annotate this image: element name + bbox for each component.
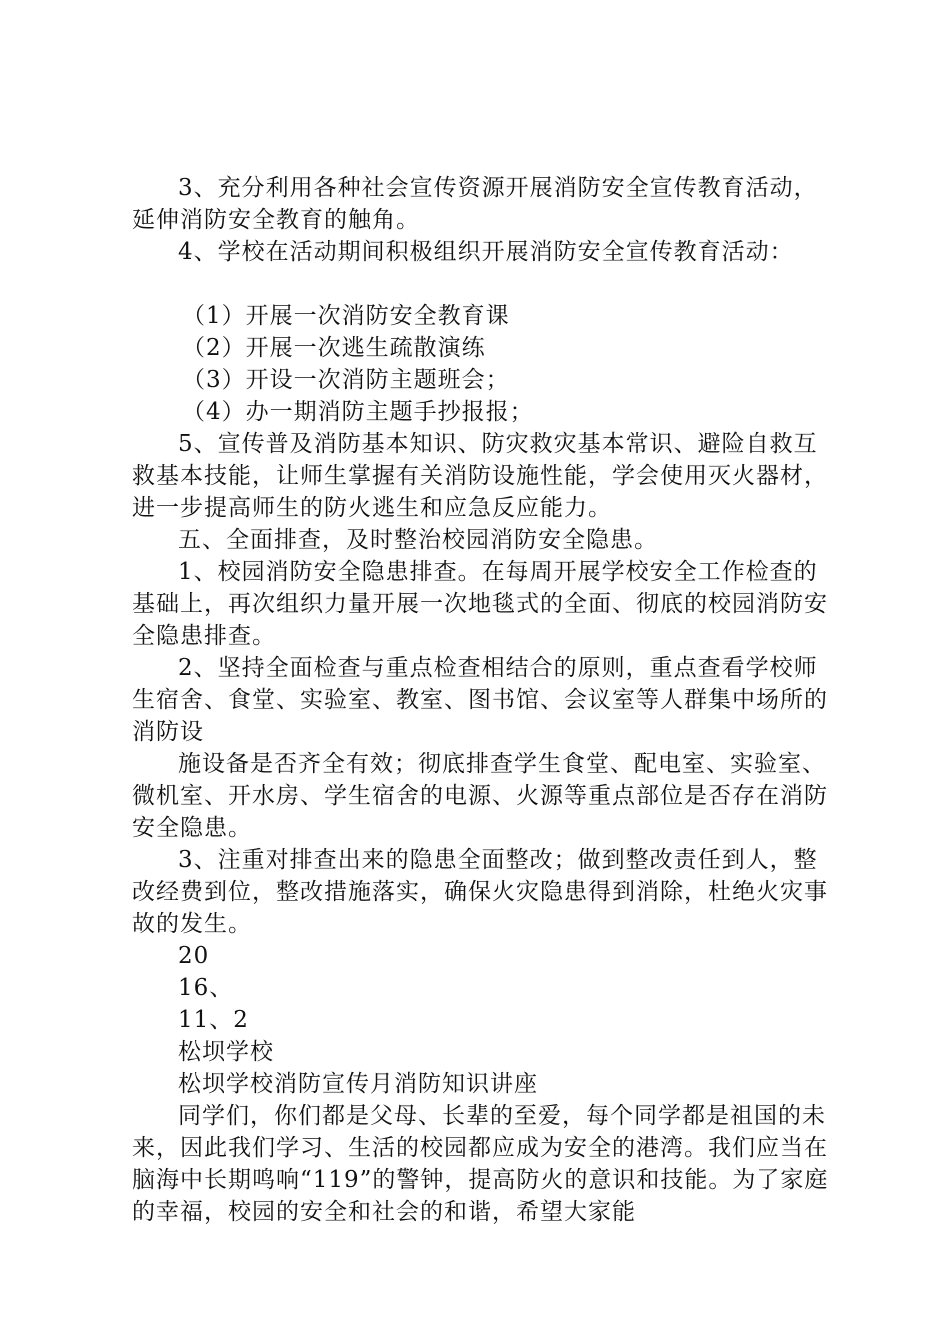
list-item: （2）开展一次逃生疏散演练 (182, 335, 486, 361)
paragraph: 3、注重对排查出来的隐患全面整改；做到整改责任到人，整改经费到位，整改措施落实，确保火灾隐患得到消除，杜绝火灾事故的发生。 (132, 847, 828, 937)
paragraph: 同学们，你们都是父母、长辈的至爱，每个同学都是祖国的未来，因此我们学习、生活的校园都应成为安全的港湾。我们应当在脑海中长期鸣响“119”的警钟，提高防火的意识和技能。为了家庭的幸福，校园的安全和社会的和谐，希望大家能 (132, 1103, 829, 1225)
blank-line (132, 268, 832, 300)
date-fragment: 11、2 (178, 1007, 249, 1033)
school-name: 松坝学校 (178, 1039, 274, 1065)
paragraph: 3、充分利用各种社会宣传资源开展消防安全宣传教育活动，延伸消防安全教育的触角。 (132, 175, 818, 233)
section-heading: 五、全面排查，及时整治校园消防安全隐患。 (178, 527, 658, 553)
list-item: （4）办一期消防主题手抄报报； (182, 399, 534, 425)
paragraph: 2、坚持全面检查与重点检查相结合的原则，重点查看学校师生宿舍、食堂、实验室、教室、图书馆、会议室等人群集中场所的消防设 (132, 655, 828, 745)
date-fragment: 20 (178, 943, 210, 969)
paragraph: 施设备是否齐全有效；彻底排查学生食堂、配电室、实验室、微机室、开水房、学生宿舍的电源、火源等重点部位是否存在消防安全隐患。 (132, 751, 828, 841)
list-item: （3）开设一次消防主题班会； (182, 367, 510, 393)
date-fragment: 16、 (178, 975, 234, 1001)
paragraph: 5、宣传普及消防基本知识、防灾救灾基本常识、避险自救互救基本技能，让师生掌握有关消防设施性能，学会使用灭火器材，进一步提高师生的防火逃生和应急反应能力。 (132, 431, 828, 521)
document-title: 松坝学校消防宣传月消防知识讲座 (178, 1071, 538, 1097)
paragraph: 4、学校在活动期间积极组织开展消防安全宣传教育活动： (178, 239, 794, 265)
list-item: （1）开展一次消防安全教育课 (182, 303, 510, 329)
paragraph: 1、校园消防安全隐患排查。在每周开展学校安全工作检查的基础上，再次组织力量开展一次地毯式的全面、彻底的校园消防安全隐患排查。 (132, 559, 828, 649)
document-body (132, 172, 832, 1228)
